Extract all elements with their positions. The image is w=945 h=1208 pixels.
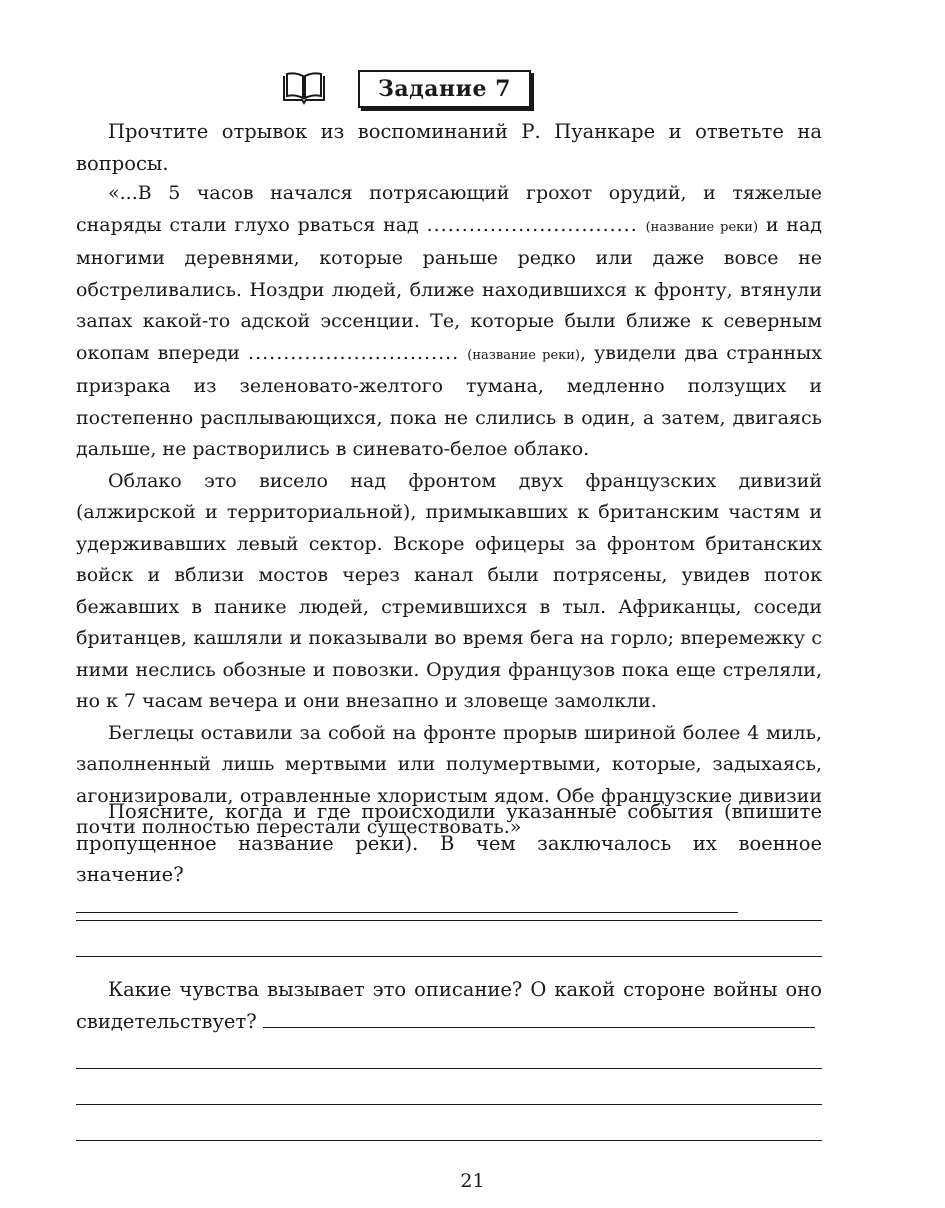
answer-line-2-2[interactable]: [76, 1068, 822, 1069]
answer-line-2-inline[interactable]: [263, 1027, 815, 1028]
book-icon: [280, 72, 328, 106]
quote-paragraph-1: «...В 5 часов начался потрясающий грохот орудий, и тяжелые снаряды стали глухо рваться над .............................. (название реки) и над многими деревнями, которые раньше редко или даже вовсе не обстреливались. Ноздри людей, ближе находившихся к фронту, втянули запах какой-то адской эссенции. Те, которые были ближе к северным окопам впереди .............................. (название реки), увидели два странных призрака из зеленовато-желтого тумана, медленно ползущих и постепенно расплывающихся, пока не слились в один, а затем, двигаясь дальше, не растворились в синевато-белое облако.: [76, 182, 823, 460]
blank-hint-1: (название реки): [645, 219, 759, 235]
intro-text: Прочтите отрывок из воспоминаний Р. Пуанкаре и ответьте на вопросы.: [76, 120, 822, 175]
river-blank-1[interactable]: ..............................: [426, 213, 638, 236]
quote-block: [76, 178, 822, 844]
answer-line-1-inline[interactable]: [76, 912, 738, 913]
answer-line-2-4[interactable]: [76, 1140, 822, 1141]
page-number: 21: [460, 1170, 485, 1192]
task-title: Задание 7: [358, 70, 531, 108]
blank-hint-2: (название реки): [467, 347, 581, 363]
question-1: Поясните, когда и где происходили указанные события (впишите пропущенное название реки). В чем заключалось их военное значение?: [76, 796, 822, 922]
quote-paragraph-3: Беглецы оставили за собой на фронте прорыв шириной более 4 миль, заполненный лишь мертвыми или полумертвыми, которые, задыхаясь, агонизировали, отравленные хлористым ядом. Обе французские дивизии почти полностью перестали существовать.»: [76, 721, 822, 838]
quote-paragraph-2: Облако это висело над фронтом двух французских дивизий (алжирской и территориальной), примыкавших к британским частям и удерживавших левый сектор. Вскоре офицеры за фронтом британских войск и вблизи мостов через канал были потрясены, увидев поток бежавших в панике людей, стремившихся в тыл. Африканцы, соседи британцев, кашляли и показывали во время бега на горло; вперемежку с ними неслись обозные и повозки. Орудия французов пока еще стреляли, но к 7 часам вечера и они внезапно и зловеще замолкли.: [76, 469, 822, 712]
question-2: Какие чувства вызывает это описание? О какой стороне войны оно свидетельствует?: [76, 978, 822, 1033]
answer-line-2-3[interactable]: [76, 1104, 822, 1105]
river-blank-2[interactable]: ..............................: [248, 341, 460, 364]
answer-line-1-3[interactable]: [76, 956, 822, 957]
answer-line-1-2[interactable]: [76, 920, 822, 921]
task-header: [280, 70, 531, 108]
